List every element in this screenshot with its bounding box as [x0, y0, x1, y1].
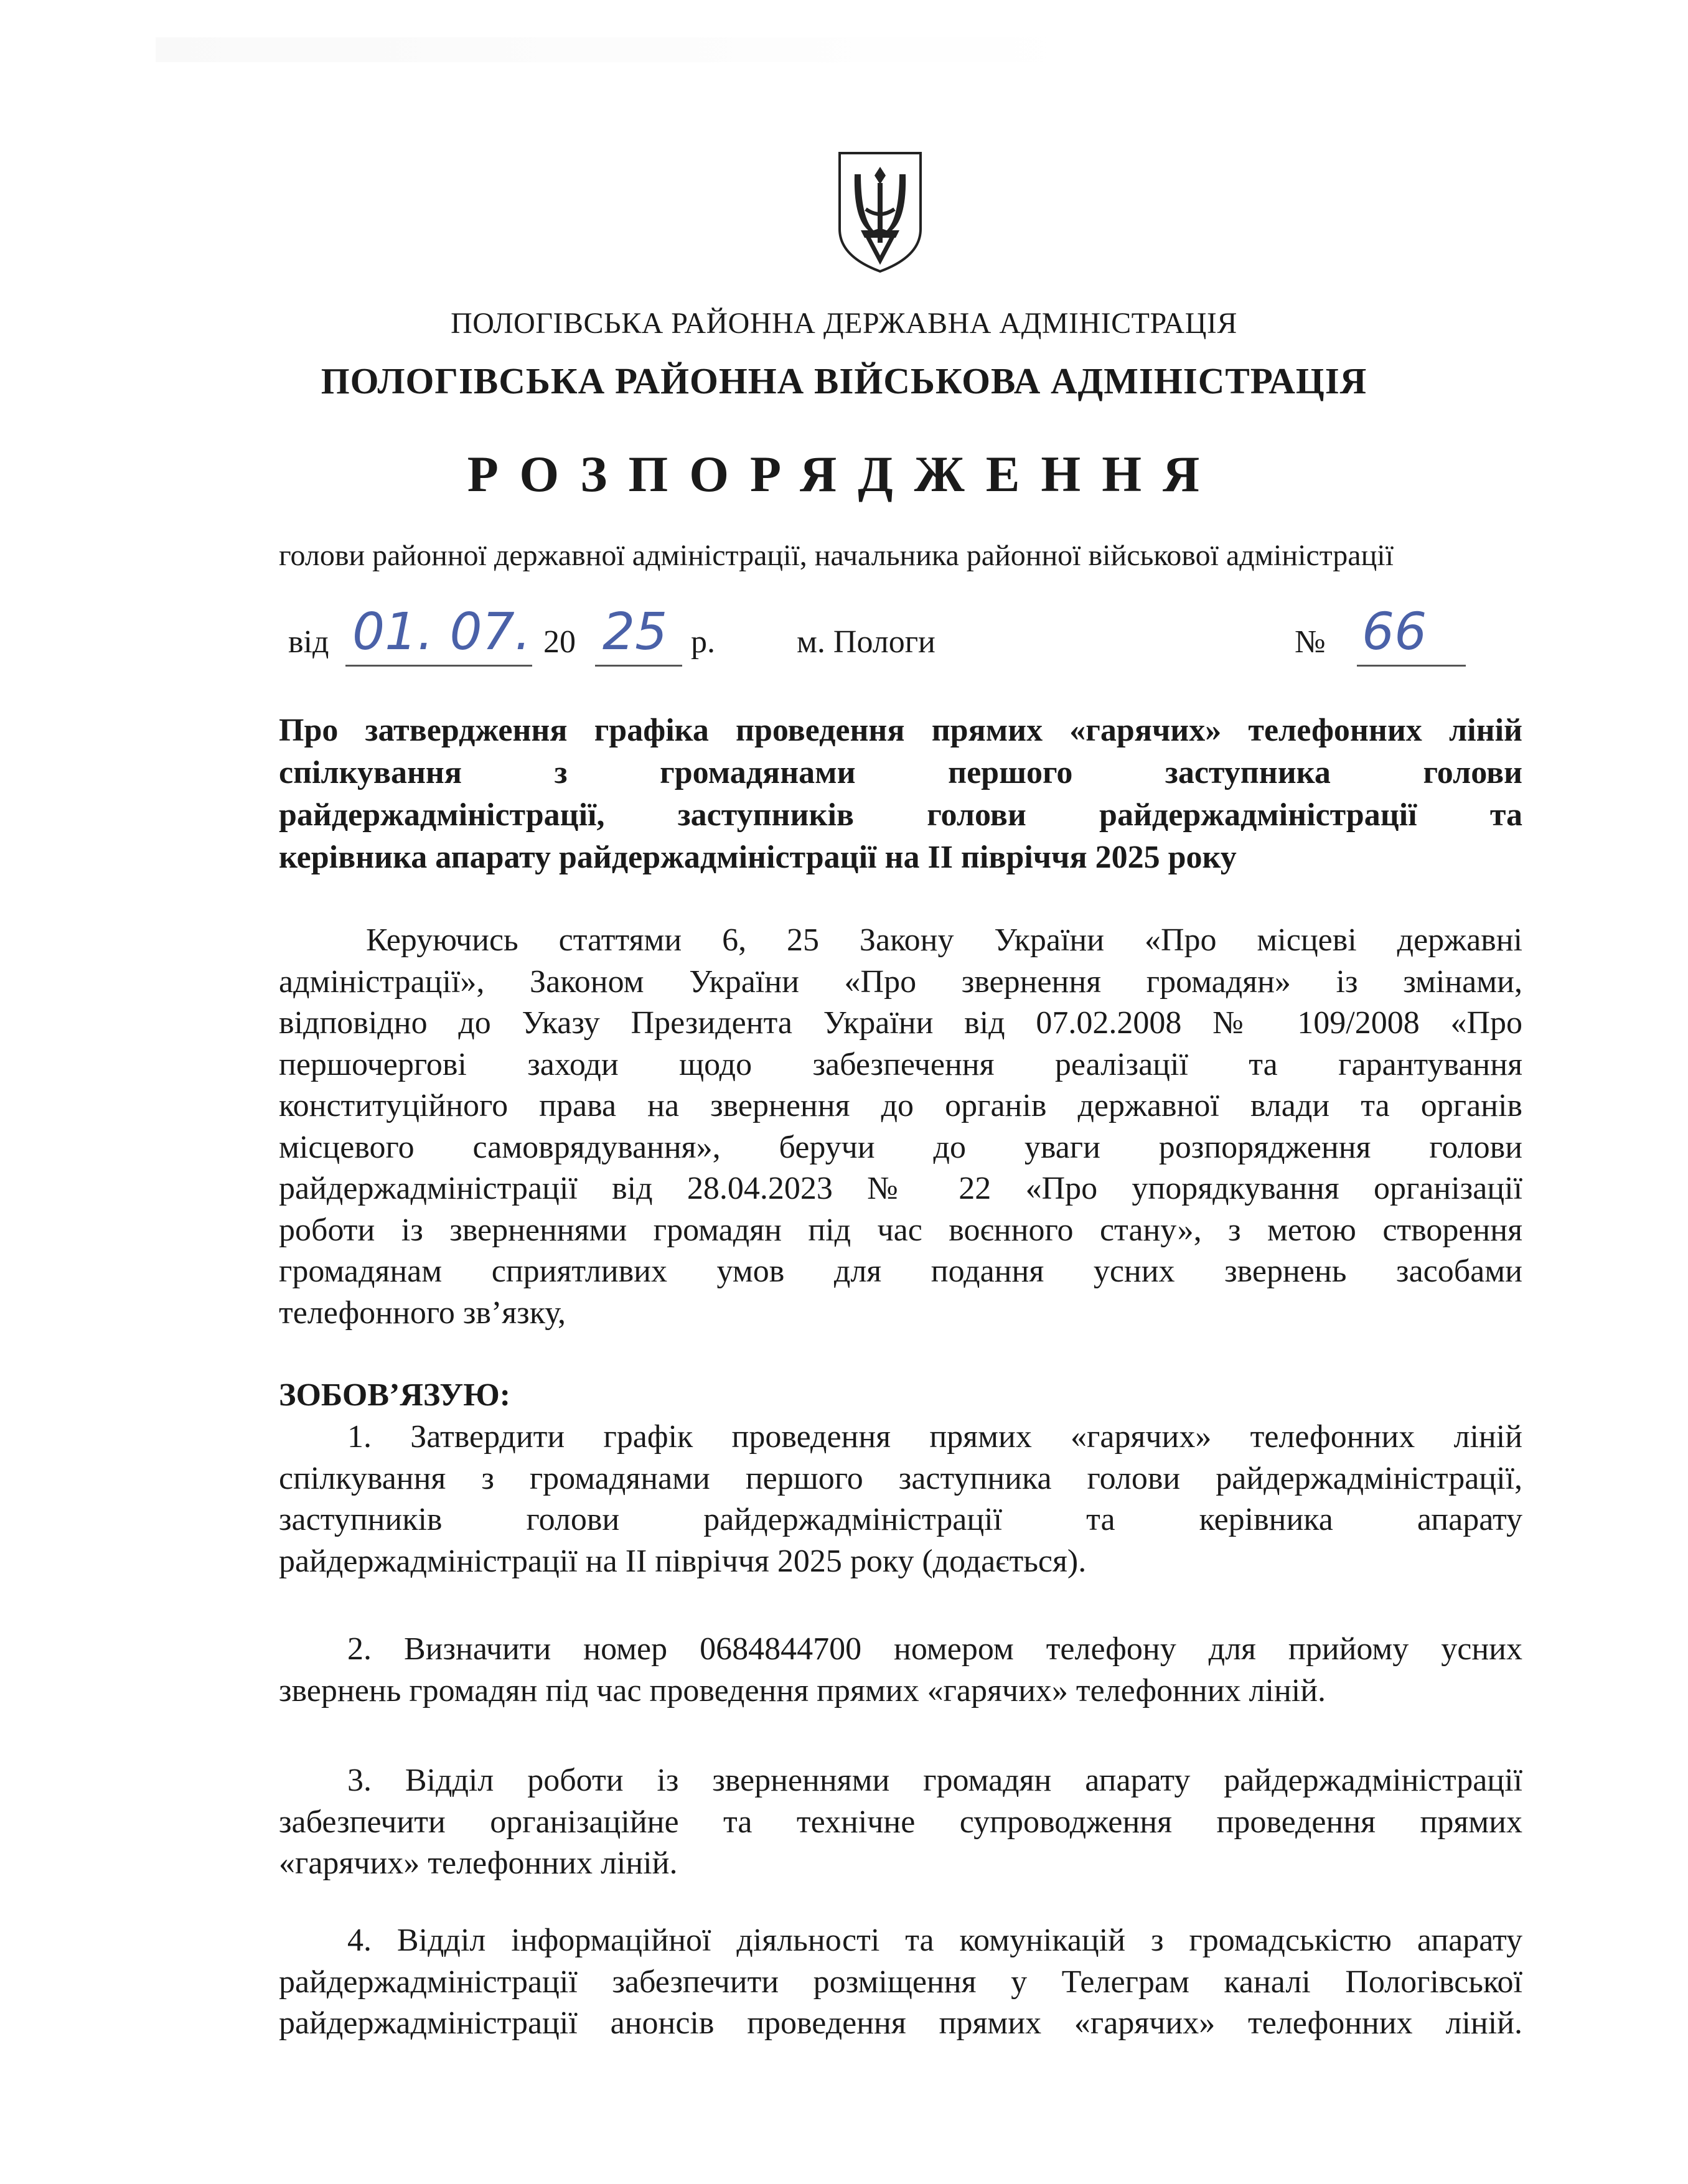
place-name: м. Пологи — [797, 624, 935, 660]
order-line: райдержадміністрації на ІІ півріччя 2025 року (додається). — [279, 1543, 1087, 1579]
preamble-line: роботи із зверненнями громадян під час воєнного стану», з метою створення — [279, 1212, 1522, 1248]
preamble-line: конституційного права на звернення до органів державної влади та органів — [279, 1088, 1522, 1123]
document-type-heading: РОЗПОРЯДЖЕННЯ — [467, 446, 1221, 502]
preamble-line: райдержадміністрації від 28.04.2023 № 22 «Про упорядкування організації — [279, 1171, 1522, 1206]
date-number-row — [0, 602, 1688, 672]
handwritten-number: 66 — [1362, 602, 1427, 662]
order-line: заступників голови райдержадміністрації та керівника апарату — [279, 1502, 1522, 1537]
title-line: Про затвердження графіка проведення прямих «гарячих» телефонних ліній — [279, 713, 1522, 748]
order-line: 2. Визначити номер 0684844700 номером телефону для прийому усних — [347, 1631, 1522, 1667]
title-line: спілкування з громадянами першого заступника голови — [279, 755, 1522, 790]
order-line: «гарячих» телефонних ліній. — [279, 1845, 678, 1881]
preamble-line: адміністрації», Законом України «Про звернення громадян» із змінами, — [279, 963, 1522, 1000]
year-mark: р. — [691, 624, 715, 660]
date-prefix: від — [288, 624, 329, 660]
order-item-3 — [279, 1760, 1522, 1885]
military-administration-name: ПОЛОГІВСЬКА РАЙОННА ВІЙСЬКОВА АДМІНІСТРАЦІЯ — [321, 360, 1367, 401]
state-administration-name: ПОЛОГІВСЬКА РАЙОННА ДЕРЖАВНА АДМІНІСТРАЦІЯ — [451, 307, 1237, 340]
preamble-line: телефонного зв’язку, — [279, 1295, 566, 1331]
title-line: керівника апарату райдержадміністрації на ІІ півріччя 2025 року — [279, 840, 1237, 875]
order-line: звернень громадян під час проведення прямих «гарячих» телефонних ліній. — [279, 1672, 1326, 1708]
preamble-line: першочергові заходи щодо забезпечення реалізації та гарантування — [279, 1046, 1522, 1082]
order-line: спілкування з громадянами першого заступника голови райдержадміністрації, — [279, 1460, 1522, 1496]
preamble-paragraph — [279, 920, 1522, 1334]
order-item-2 — [279, 1629, 1522, 1712]
preamble-line: відповідно до Указу Президента України від 07.02.2008 № 109/2008 «Про — [279, 1005, 1522, 1041]
order-item-1 — [279, 1417, 1522, 1582]
order-line: 3. Відділ роботи із зверненнями громадян апарату райдержадміністрації — [347, 1763, 1522, 1798]
scan-artifact — [156, 37, 1089, 62]
number-label: № — [1295, 624, 1326, 660]
order-line: 4. Відділ інформаційної діяльності та комунікацій з громадськістю апарату — [347, 1923, 1522, 1958]
title-line: райдержадміністрації, заступників голови райдержадміністрації та — [279, 797, 1522, 833]
preamble-line: місцевого самоврядування», беручи до уваги розпорядження голови — [279, 1129, 1522, 1165]
order-line: 1. Затвердити графік проведення прямих «гарячих» телефонних ліній — [347, 1419, 1522, 1455]
order-line: райдержадміністрації забезпечити розміщення у Телеграм каналі Пологівської — [279, 1964, 1522, 2000]
year-prefix: 20 — [543, 624, 576, 660]
number-underline — [1357, 665, 1466, 667]
handwritten-year: 25 — [603, 602, 668, 662]
preamble-line: Керуючись статтями 6, 25 Закону України «Про місцеві державні — [366, 922, 1522, 958]
order-item-4 — [279, 1920, 1522, 2045]
year-underline — [595, 665, 682, 667]
date-underline — [345, 665, 532, 667]
issuer-line: голови районної державної адміністрації, начальника районної військової адміністрації — [279, 539, 1394, 572]
orders-heading: ЗОБОВ’ЯЗУЮ: — [279, 1377, 511, 1413]
preamble-line: громадянам сприятливих умов для подання усних звернень засобами — [279, 1254, 1522, 1289]
handwritten-day-month: 01. 07. — [352, 602, 531, 662]
order-line: райдержадміністрації анонсів проведення прямих «гарячих» телефонних ліній. — [279, 2005, 1522, 2041]
document-title — [279, 710, 1522, 879]
order-line: забезпечити організаційне та технічне супроводження проведення прямих — [279, 1804, 1522, 1840]
ukraine-trident-emblem-icon — [836, 149, 924, 274]
